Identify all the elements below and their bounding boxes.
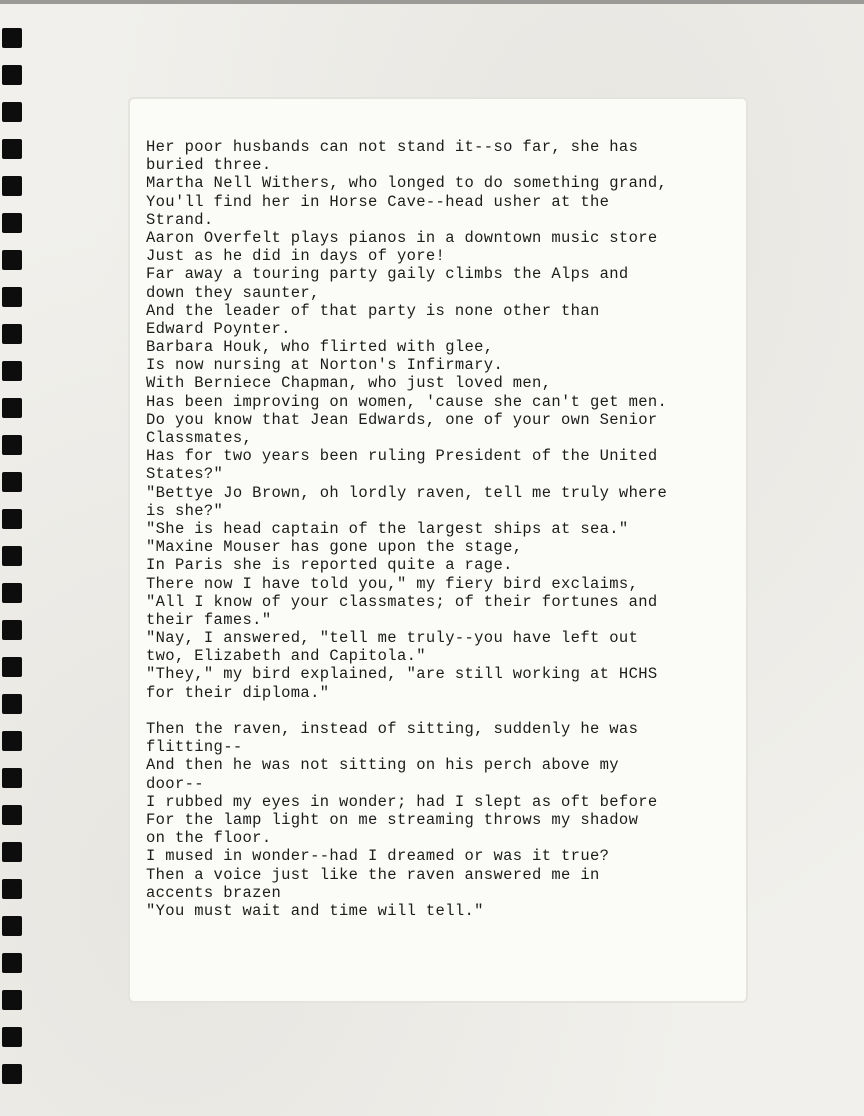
binding-hole xyxy=(2,176,22,196)
poem-line: Then the raven, instead of sitting, suddenly he was xyxy=(146,720,639,738)
stanza-break xyxy=(146,702,746,720)
binding-hole xyxy=(2,398,22,418)
poem-line: "You must wait and time will tell." xyxy=(146,901,484,920)
poem-line: There now I have told you," my fiery bird exclaims, xyxy=(146,574,639,593)
poem-line: And then he was not sitting on his perch above my xyxy=(146,756,619,775)
poem-line: "Maxine Mouser has gone upon the stage, xyxy=(146,538,523,557)
binding-hole xyxy=(2,65,22,85)
poem-line: In Paris she is reported quite a rage. xyxy=(146,556,513,575)
poem-line: Barbara Houk, who flirted with glee, xyxy=(146,338,494,357)
binding-hole xyxy=(2,916,22,936)
poem-line: on the floor. xyxy=(146,829,272,848)
poem-line: I rubbed my eyes in wonder; had I slept as oft before xyxy=(146,792,658,811)
poem-line: I mused in wonder--had I dreamed or was it true? xyxy=(146,847,610,866)
poem-line: Has been improving on women, 'cause she can't get men. xyxy=(146,392,668,411)
poem-line: With Berniece Chapman, who just loved men, xyxy=(146,374,552,393)
poem-line: Her poor husbands can not stand it--so far, she has xyxy=(146,138,639,156)
binding-hole xyxy=(2,953,22,973)
spiral-binding xyxy=(0,0,26,1116)
binding-hole xyxy=(2,28,22,48)
poem-line: Is now nursing at Norton's Infirmary. xyxy=(146,356,504,375)
poem-line: Classmates, xyxy=(146,429,253,447)
poem-line: Has for two years been ruling President of the United xyxy=(146,447,658,466)
poem-line: For the lamp light on me streaming throws my shadow xyxy=(146,810,639,829)
binding-hole xyxy=(2,990,22,1010)
poem-line: "She is head captain of the largest ships at sea." xyxy=(146,519,629,538)
page-top-edge xyxy=(0,0,864,4)
binding-hole xyxy=(2,694,22,714)
poem-line: Martha Nell Withers, who longed to do something grand, xyxy=(146,174,668,193)
binding-hole xyxy=(2,213,22,233)
poem-line: "All I know of your classmates; of their fortunes and xyxy=(146,592,658,611)
poem-line: door-- xyxy=(146,774,204,793)
poem-line: Do you know that Jean Edwards, one of your own Senior xyxy=(146,410,658,429)
binding-hole xyxy=(2,139,22,159)
binding-hole xyxy=(2,287,22,307)
poem-line: Far away a touring party gaily climbs the Alps and xyxy=(146,265,629,284)
poem-text xyxy=(146,138,746,920)
poem-line: down they saunter, xyxy=(146,283,320,302)
poem-line: Then a voice just like the raven answered me in xyxy=(146,865,600,884)
binding-hole xyxy=(2,1027,22,1047)
binding-hole xyxy=(2,842,22,862)
binding-hole xyxy=(2,546,22,566)
poem-line: "They," my bird explained, "are still working at HCHS xyxy=(146,665,658,684)
poem-line: flitting-- xyxy=(146,738,243,757)
poem-line: "Bettye Jo Brown, oh lordly raven, tell me truly where xyxy=(146,483,668,502)
poem-line: buried three. xyxy=(146,156,272,175)
binding-hole xyxy=(2,361,22,381)
binding-hole xyxy=(2,1064,22,1084)
poem-line: Edward Poynter. xyxy=(146,319,291,338)
poem-line: And the leader of that party is none other than xyxy=(146,301,600,320)
poem-line: Aaron Overfelt plays pianos in a downtown music store xyxy=(146,228,658,247)
poem-line: is she?" xyxy=(146,501,224,520)
binding-hole xyxy=(2,657,22,677)
binding-hole xyxy=(2,768,22,788)
poem-line: for their diploma." xyxy=(146,683,330,702)
binding-hole xyxy=(2,509,22,529)
binding-hole xyxy=(2,731,22,751)
binding-hole xyxy=(2,435,22,455)
binding-hole xyxy=(2,583,22,603)
binding-hole xyxy=(2,102,22,122)
poem-line: Strand. xyxy=(146,210,214,229)
binding-hole xyxy=(2,250,22,270)
poem-line: States?" xyxy=(146,465,224,484)
binding-hole xyxy=(2,805,22,825)
poem-line: accents brazen xyxy=(146,883,282,902)
binding-hole xyxy=(2,620,22,640)
poem-line: two, Elizabeth and Capitola." xyxy=(146,647,426,666)
poem-line: their fames." xyxy=(146,610,272,629)
poem-line: You'll find her in Horse Cave--head usher at the xyxy=(146,192,610,211)
poem-line: Just as he did in days of yore! xyxy=(146,247,446,266)
binding-hole xyxy=(2,472,22,492)
binding-hole xyxy=(2,879,22,899)
binding-hole xyxy=(2,324,22,344)
poem-line: "Nay, I answered, "tell me truly--you have left out xyxy=(146,629,639,648)
